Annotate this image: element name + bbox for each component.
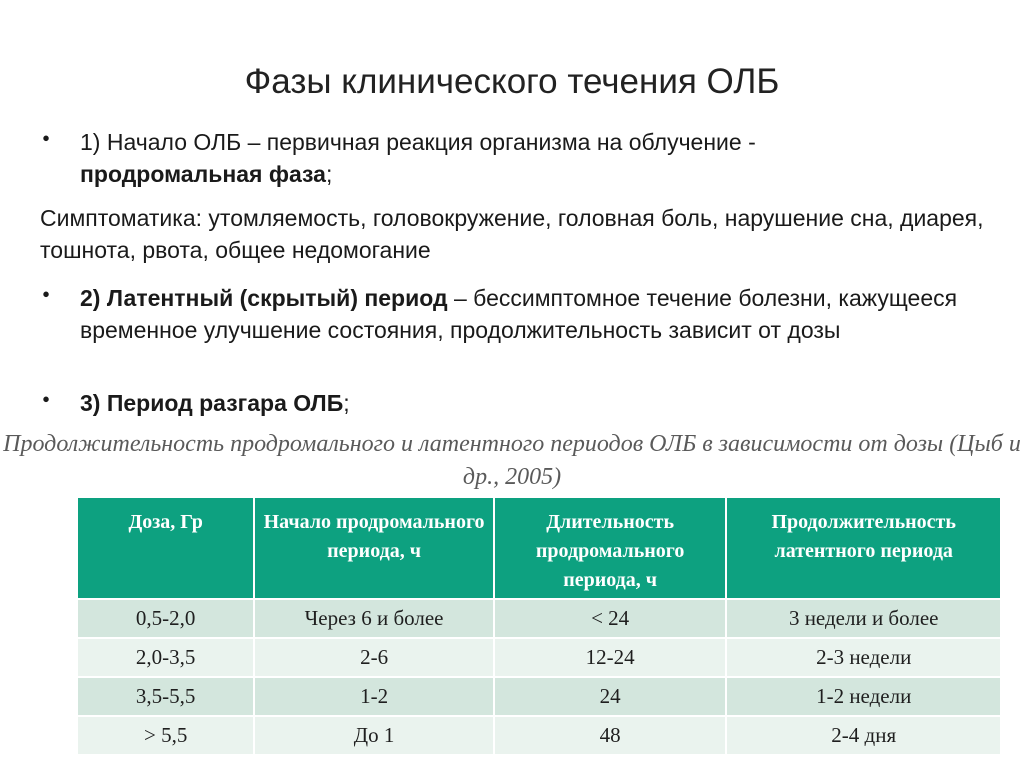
cell-onset: 2-6: [254, 638, 494, 677]
cell-onset: Через 6 и более: [254, 599, 494, 638]
cell-dose: 3,5-5,5: [77, 677, 254, 716]
bullet-2: •: [42, 282, 51, 307]
header-prodromal-duration: Длительность продромального периода, ч: [494, 497, 727, 599]
item-2-text: – бессимптомное течение болезни, кажущееся временное улучшение состояния, продолжительность зависит от дозы: [80, 285, 958, 343]
item-1-text: 1) Начало ОЛБ – первичная реакция организма на облучение -: [80, 129, 756, 155]
table-row: [77, 638, 1001, 677]
table-caption-text: Продолжительность продромального и латентного периодов ОЛБ в зависимости от дозы (Цыб и др., 2005): [3, 431, 1021, 490]
table-caption: [0, 428, 1024, 494]
cell-duration: 24: [494, 677, 727, 716]
cell-dose: 2,0-3,5: [77, 638, 254, 677]
header-latent-duration: Продолжительность латентного периода: [726, 497, 1001, 599]
item-1-suffix: ;: [325, 161, 333, 187]
item-3: [80, 387, 980, 419]
item-2-bold: 2) Латентный (скрытый) период: [80, 285, 448, 311]
slide-title: Фазы клинического течения ОЛБ: [244, 62, 780, 101]
cell-latent: 2-3 недели: [726, 638, 1001, 677]
cell-duration: 48: [494, 716, 727, 755]
cell-latent: 1-2 недели: [726, 677, 1001, 716]
cell-dose: > 5,5: [77, 716, 254, 755]
item-3-suffix: ;: [343, 390, 350, 416]
bullet-3: •: [42, 387, 51, 412]
item-1: [80, 126, 980, 190]
dose-table: [76, 496, 1002, 756]
item-1-bold: продромальная фаза: [80, 161, 326, 187]
table-row: [77, 599, 1001, 638]
cell-dose: 0,5-2,0: [77, 599, 254, 638]
header-prodromal-onset: Начало продромального периода, ч: [254, 497, 494, 599]
item-3-bold: 3) Период разгара ОЛБ: [80, 390, 344, 416]
symptoms-text: Симптоматика: утомляемость, головокружение, головная боль, нарушение сна, диарея, тошнота, рвота, общее недомогание: [40, 205, 984, 263]
cell-duration: 12-24: [494, 638, 727, 677]
table-row: [77, 716, 1001, 755]
cell-latent: 2-4 дня: [726, 716, 1001, 755]
table-row: [77, 677, 1001, 716]
bullet-1: •: [42, 126, 51, 151]
cell-onset: До 1: [254, 716, 494, 755]
cell-duration: < 24: [494, 599, 727, 638]
header-dose: Доза, Гр: [77, 497, 254, 599]
item-2: [80, 282, 1000, 346]
table-header-row: [77, 497, 1001, 599]
cell-latent: 3 недели и более: [726, 599, 1001, 638]
cell-onset: 1-2: [254, 677, 494, 716]
